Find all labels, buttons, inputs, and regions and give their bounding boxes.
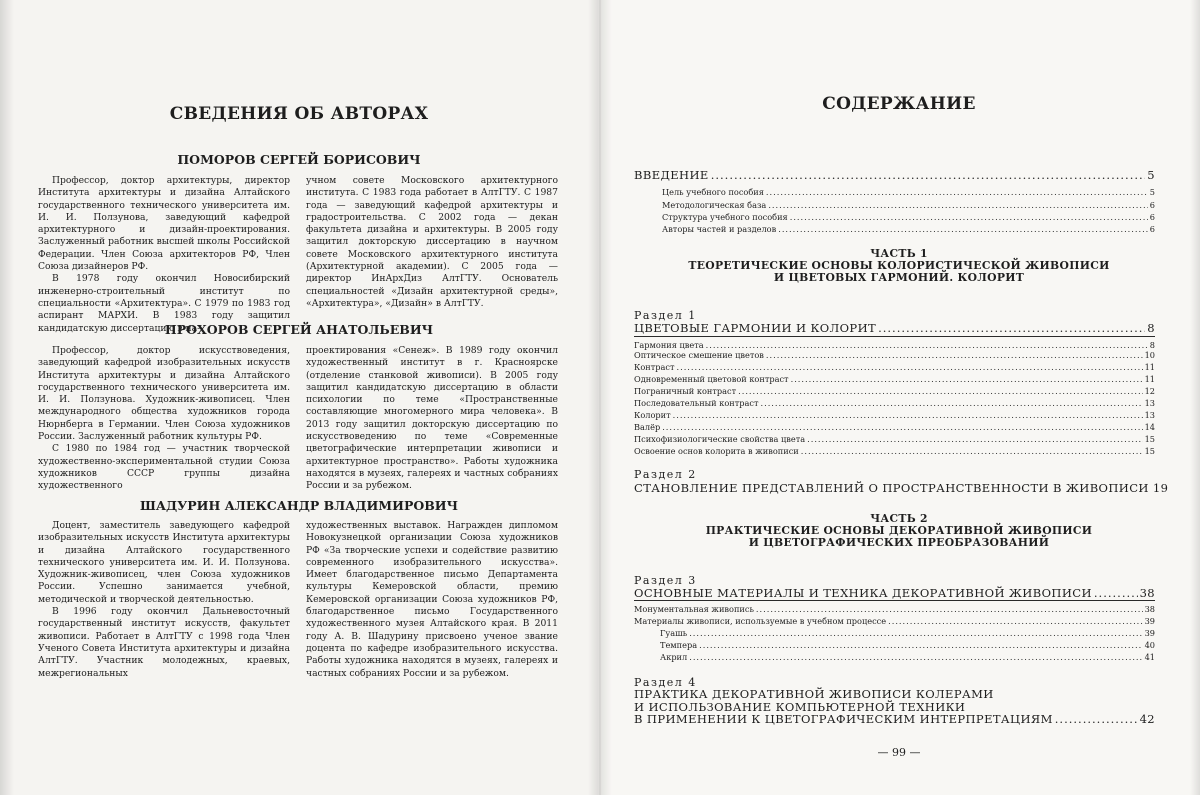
toc-leader [766, 350, 1143, 360]
bio-column-right [306, 345, 558, 493]
bio-paragraph: Профессор, доктор искусствоведения, заведующий кафедрой изобразительных искусств Института архитектуры и дизайна Алтайского государственного технического университета им. И. И. Ползунова. Художник-живописец. Член международного общества художников города Нюрнберга в Германии. Член Союза художников России. Заслуженный работник культуры РФ. [38, 345, 290, 443]
toc-page-number: 6 [1149, 224, 1155, 234]
toc-page-number: 13 [1144, 398, 1155, 408]
toc-leader [689, 628, 1142, 638]
toc-page-number: 41 [1144, 652, 1155, 662]
toc-entry[interactable] [634, 398, 1155, 408]
toc-leader [1094, 586, 1138, 600]
toc-label: Монументальная живопись [634, 604, 754, 614]
toc-entry-intro[interactable] [634, 168, 1155, 182]
author-bio-pomorov [38, 175, 558, 335]
book-spine-shadow [588, 0, 612, 795]
toc-entry[interactable] [662, 200, 1155, 210]
section-4-title-line: И ИСПОЛЬЗОВАНИЕ КОМПЬЮТЕРНОЙ ТЕХНИКИ [634, 700, 966, 714]
part-title-line: ПРАКТИЧЕСКИЕ ОСНОВЫ ДЕКОРАТИВНОЙ ЖИВОПИСИ [705, 524, 1093, 537]
toc-entry[interactable] [662, 212, 1155, 222]
toc-entry[interactable] [634, 362, 1155, 372]
toc-label: Колорит [634, 410, 671, 420]
toc-entry[interactable] [634, 340, 1155, 350]
toc-page-number: 39 [1144, 628, 1155, 638]
toc-page-number: 6 [1149, 200, 1155, 210]
toc-leader [801, 446, 1143, 456]
toc-label: Оптическое смешение цветов [634, 350, 764, 360]
section-rule [634, 600, 1155, 601]
toc-entry[interactable] [660, 628, 1155, 638]
toc-leader [807, 434, 1142, 444]
page-edge-shadow [1190, 0, 1200, 795]
toc-label: ЦВЕТОВЫЕ ГАРМОНИИ И КОЛОРИТ [634, 321, 877, 335]
toc-leader [790, 212, 1148, 222]
toc-leader [673, 410, 1143, 420]
toc-page-number: 12 [1144, 386, 1155, 396]
toc-page-number: 8 [1147, 321, 1155, 335]
toc-entry-section-1[interactable] [634, 321, 1155, 335]
toc-entry[interactable] [634, 350, 1155, 360]
left-page [0, 0, 598, 795]
right-page [598, 0, 1200, 795]
toc-leader [699, 640, 1142, 650]
toc-page-number: 38 [1139, 586, 1155, 600]
toc-page-number: 42 [1139, 712, 1155, 726]
toc-label: Цель учебного пособия [662, 187, 764, 197]
toc-label: Психофизиологические свойства цвета [634, 434, 806, 444]
toc-label: ОСНОВНЫЕ МАТЕРИАЛЫ И ТЕХНИКА ДЕКОРАТИВНОЙ ЖИВОПИСИ [634, 586, 1092, 600]
bio-paragraph: В 1978 году окончил Новосибирский инженерно-строительный институт по специальности «Архитектура». С 1979 по 1983 год аспирант МАРХИ. В 1983 году защитил кандидатскую диссертацию в на- [38, 273, 290, 334]
toc-page-number: 8 [1149, 340, 1155, 350]
author-name-pomorov: ПОМОРОВ СЕРГЕЙ БОРИСОВИЧ [177, 152, 421, 167]
toc-label: Валёр [634, 422, 661, 432]
toc-entry[interactable] [662, 187, 1155, 197]
bio-paragraph: В 1996 году окончил Дальневосточный государственный институт искусств, факультет живописи. Работает в АлтГТУ с 1998 года Член Ученого Совета Института архитектуры и дизайна АлтГТУ. Участник молодежных, краевых, межрегиональных [38, 606, 290, 679]
bio-column-left [38, 345, 290, 493]
toc-entry-section-4[interactable] [634, 712, 1155, 726]
bio-paragraph: учном совете Московского архитектурного института. С 1983 года работает в АлтГТУ. С 1987 года — заведующий кафедрой архитектуры и градостроительства. С 2002 года — декан факультета дизайна и архитектуры. В 2005 году защитил докторскую диссертацию в научном совете Московского архитектурного института (Архитектурной академии). С 2005 года — директор ИнАрхДиз АлтГТУ. Основатель специальностей «Дизайн архитектурной среды», «Архитектура», «Дизайн» в АлтГТУ. [306, 175, 558, 309]
part-label: ЧАСТЬ 1 [870, 247, 928, 260]
toc-entry[interactable] [662, 224, 1155, 234]
toc-entry-section-2[interactable] [634, 481, 1169, 495]
toc-leader [662, 422, 1142, 432]
toc-entry[interactable] [660, 640, 1155, 650]
toc-leader [1055, 712, 1138, 726]
section-4-title-line: ПРАКТИКА ДЕКОРАТИВНОЙ ЖИВОПИСИ КОЛЕРАМИ [634, 687, 994, 701]
author-bio-prokhorov [38, 345, 558, 493]
toc-entry[interactable] [634, 422, 1155, 432]
part-title-line: И ЦВЕТОВЫХ ГАРМОНИЙ. КОЛОРИТ [773, 271, 1025, 284]
toc-page-number: 14 [1144, 422, 1155, 432]
bio-column-right [306, 175, 558, 335]
toc-entry[interactable] [660, 652, 1155, 662]
toc-page-number: 40 [1144, 640, 1155, 650]
toc-entry[interactable] [634, 604, 1155, 614]
contents-title: СОДЕРЖАНИЕ [822, 94, 976, 114]
author-bio-shadurin [38, 520, 558, 680]
toc-page-number: 11 [1144, 374, 1155, 384]
toc-page-number: 15 [1144, 434, 1155, 444]
toc-page-number: 11 [1144, 362, 1155, 372]
toc-page-number: 10 [1144, 350, 1155, 360]
toc-label: Методологическая база [662, 200, 767, 210]
bio-paragraph: Профессор, доктор архитектуры, директор Института архитектуры и дизайна Алтайского государственного технического университета им. И. И. Ползунова, заведующий кафедрой архитектурного и дизайн-проектирования. Заслуженный работник высшей школы Российской Федерации. Член Союза архитекторов РФ, Член Союза дизайнеров РФ. [38, 175, 290, 273]
part-1-heading [598, 248, 1200, 284]
section-4-label: Раздел 4 [634, 676, 697, 689]
toc-label: Материалы живописи, используемые в учебном процессе [634, 616, 887, 626]
toc-page-number: 5 [1149, 187, 1155, 197]
toc-leader [756, 604, 1143, 614]
toc-leader [689, 652, 1142, 662]
toc-entry[interactable] [634, 410, 1155, 420]
toc-leader [888, 616, 1142, 626]
toc-page-number: 5 [1147, 168, 1155, 182]
toc-leader [738, 386, 1142, 396]
part-title-line: ТЕОРЕТИЧЕСКИЕ ОСНОВЫ КОЛОРИСТИЧЕСКОЙ ЖИВОПИСИ [688, 259, 1110, 272]
bio-paragraph: С 1980 по 1984 год — участник творческой художественно-экспериментальной студии Союза художников СССР группы дизайна художественного [38, 443, 290, 492]
page-number: — 99 — [877, 746, 921, 759]
toc-entry[interactable] [634, 374, 1155, 384]
toc-label: Структура учебного пособия [662, 212, 788, 222]
section-3-label: Раздел 3 [634, 574, 697, 587]
part-2-heading [598, 513, 1200, 549]
toc-leader [766, 187, 1148, 197]
toc-entry-section-3[interactable] [634, 586, 1155, 600]
toc-label: Авторы частей и разделов [662, 224, 777, 234]
toc-page-number: 6 [1149, 212, 1155, 222]
section-1-label: Раздел 1 [634, 309, 697, 322]
toc-leader [878, 321, 1145, 335]
toc-label: Последовательный контраст [634, 398, 759, 408]
toc-label: Темпера [660, 640, 698, 650]
toc-leader [761, 398, 1143, 408]
toc-label: Контраст [634, 362, 675, 372]
toc-entry[interactable] [634, 434, 1155, 444]
toc-leader [706, 340, 1148, 350]
authors-title: СВЕДЕНИЯ ОБ АВТОРАХ [169, 104, 429, 124]
bio-column-right [306, 520, 558, 680]
section-2-label: Раздел 2 [634, 468, 697, 481]
toc-leader [778, 224, 1148, 234]
toc-leader [791, 374, 1143, 384]
toc-entry[interactable] [634, 386, 1155, 396]
toc-label: Гармония цвета [634, 340, 704, 350]
toc-label: Освоение основ колорита в живописи [634, 446, 799, 456]
bio-column-left [38, 520, 290, 680]
toc-page-number: 38 [1144, 604, 1155, 614]
section-rule [634, 336, 1155, 337]
bio-column-left [38, 175, 290, 335]
toc-entry[interactable] [634, 446, 1155, 456]
toc-leader [677, 362, 1143, 372]
bio-paragraph: проектирования «Сенеж». В 1989 году окончил художественный институт в г. Красноярске (отделение станковой живописи). В 2005 году защитил кандидатскую диссертацию в области психологии по теме «Пространственные составляющие многомерного мира человека». В 2013 году защитил докторскую диссертацию по искусствоведению по теме «Современные цветографические интерпретации живописи и архитектурное пространство». Работы художника находятся в музеях, галереях и частных собраниях России и за рубежом. [306, 345, 558, 492]
toc-leader [711, 168, 1146, 182]
part-label: ЧАСТЬ 2 [870, 512, 928, 525]
toc-label: Пограничный контраст [634, 386, 737, 396]
toc-page-number: 19 [1152, 481, 1169, 495]
toc-label: СТАНОВЛЕНИЕ ПРЕДСТАВЛЕНИЙ О ПРОСТРАНСТВЕННОСТИ В ЖИВОПИСИ [634, 481, 1149, 495]
author-name-prokhorov: ПРОХОРОВ СЕРГЕЙ АНАТОЛЬЕВИЧ [164, 322, 434, 337]
bio-paragraph: художественных выставок. Награжден дипломом Новокузнецкой организации Союза художников РФ «За творческие успехи и содействие развитию современного изобразительного искусства». Имеет благодарственное письмо Департамента культуры Кемеровской области, премию Кемеровской организации Союза художников РФ, благодарственное письмо Государственного художественного музея Алтайского края. В 2011 году А. В. Шадурину присвоено ученое звание доцента по кафедре изобразительного искусства. Работы художника находятся в музеях, галереях и частных собраниях России и за рубежом. [306, 520, 558, 679]
toc-label: Одновременный цветовой контраст [634, 374, 789, 384]
toc-page-number: 15 [1144, 446, 1155, 456]
author-name-shadurin: ШАДУРИН АЛЕКСАНДР ВЛАДИМИРОВИЧ [139, 498, 459, 513]
toc-entry[interactable] [634, 616, 1155, 626]
bio-paragraph: Доцент, заместитель заведующего кафедрой изобразительных искусств Института архитектуры и дизайна Алтайского государственного технического университета им. И. И. Ползунова. Художник-живописец, член Союза художников России. Успешно занимается учебной, методической и творческой деятельностью. [38, 520, 290, 605]
toc-label: Акрил [660, 652, 688, 662]
part-title-line: И ЦВЕТОГРАФИЧЕСКИХ ПРЕОБРАЗОВАНИЙ [748, 536, 1050, 549]
toc-leader [768, 200, 1147, 210]
toc-label: Гуашь [660, 628, 688, 638]
toc-label: ВВЕДЕНИЕ [634, 168, 709, 182]
toc-page-number: 39 [1144, 616, 1155, 626]
toc-label: В ПРИМЕНЕНИИ К ЦВЕТОГРАФИЧЕСКИМ ИНТЕРПРЕТАЦИЯМ [634, 712, 1053, 726]
toc-page-number: 13 [1144, 410, 1155, 420]
